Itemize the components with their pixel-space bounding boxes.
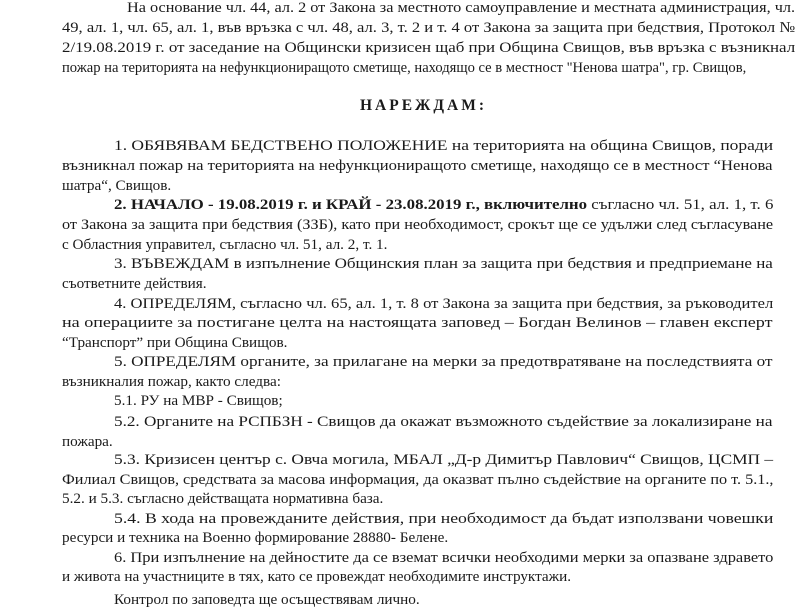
item-2-reference: съгласно чл. 51, ал. 1, т. 6 bbox=[587, 196, 774, 213]
order-heading: НАРЕЖДАМ: bbox=[360, 97, 488, 114]
closing-line: Контрол по заповедта ще осъществявам лично. bbox=[114, 591, 420, 608]
item-1-line-3: шатра“, Свищов. bbox=[62, 177, 172, 194]
item-4-line-2: на операциите за постигане целта на настоящата заповед – Богдан Велинов – главен експерт bbox=[62, 314, 773, 331]
item-4-line-1: 4. ОПРЕДЕЛЯМ, съгласно чл. 65, ал. 1, т. 8 от Закона за защита при бедствия, за ръководител bbox=[114, 295, 774, 312]
item-5-line-2: възникналия пожар, както следва: bbox=[62, 373, 281, 390]
item-5-3-line-1: 5.3. Кризисен център с. Овча могила, МБАЛ „Д-р Димитър Павлович“ Свищов, ЦСМП – bbox=[114, 451, 774, 468]
item-1-line-2: възникнал пожар на територията на нефункциониращото сметище, находящо се в местност “Ненова bbox=[62, 157, 773, 174]
item-2-line-3: с Областния управител, съгласно чл. 51, ал. 2, т. 1. bbox=[62, 236, 388, 253]
item-5-1-line-1: 5.1. РУ на МВР - Свищов; bbox=[114, 392, 283, 409]
preamble-line-3: 2/19.08.2019 г. от заседание на Общински кризисен щаб при Община Свищов, във връзка с възникнал bbox=[62, 39, 796, 56]
item-5-2-line-1: 5.2. Органите на РСПБЗН - Свищов да окажат възможното съдействие за локализиране на bbox=[114, 413, 773, 430]
item-1-line-1: 1. ОБЯВЯВАМ БЕДСТВЕНО ПОЛОЖЕНИЕ на територията на община Свищов, поради bbox=[114, 137, 774, 154]
item-5-2-line-2: пожара. bbox=[62, 433, 113, 450]
preamble-line-1: На основание чл. 44, ал. 2 от Закона за местното самоуправление и местната администрация, чл. bbox=[127, 0, 796, 16]
item-5-3-line-3: 5.2. и 5.3. съгласно действащата нормативна база. bbox=[62, 490, 384, 507]
item-5-3-line-2: Филиал Свищов, средствата за масова информация, да оказват пълно съдействие на органите по т. 5.1., bbox=[62, 471, 774, 488]
item-5-line-1: 5. ОПРЕДЕЛЯМ органите, за прилагане на мерки за предотвратяване на последствията от bbox=[114, 353, 773, 370]
item-5-4-line-1: 5.4. В хода на провежданите действия, при необходимост да бъдат използвани човешки bbox=[114, 510, 774, 527]
item-5-4-line-2: ресурси и техника на Военно формирование 28880- Белене. bbox=[62, 529, 449, 546]
item-2-line-2: от Закона за защита при бедствия (ЗЗБ), като при необходимост, срокът ще се удължи след съгласуване bbox=[62, 216, 774, 233]
item-2-dates: 2. НАЧАЛО - 19.08.2019 г. и КРАЙ - 23.08.2019 г., включително bbox=[114, 196, 588, 213]
item-3-line-2: съответните действия. bbox=[62, 275, 207, 292]
preamble-line-4: пожар на територията на нефункциониращото сметище, находящо се в местност "Ненова шатра", гр. Свищов, bbox=[62, 59, 747, 76]
item-3-line-1: 3. ВЪВЕЖДАМ в изпълнение Общинския план за защита при бедствия и предприемане на bbox=[114, 255, 773, 272]
item-6-line-2: и живота на участниците в тях, като се провеждат необходимите инструктажи. bbox=[62, 568, 572, 585]
item-4-line-3: “Транспорт” при Община Свищов. bbox=[62, 334, 288, 351]
item-2-line-1 bbox=[114, 195, 773, 215]
preamble-line-2: 49, ал. 1, чл. 65, ал. 1, във връзка с чл. 48, ал. 3, т. 2 и т. 4 от Закона за защита при бедствия, Протокол № bbox=[62, 19, 796, 36]
item-6-line-1: 6. При изпълнение на дейностите да се вземат всички необходими мерки за опазване здравето bbox=[114, 549, 774, 566]
